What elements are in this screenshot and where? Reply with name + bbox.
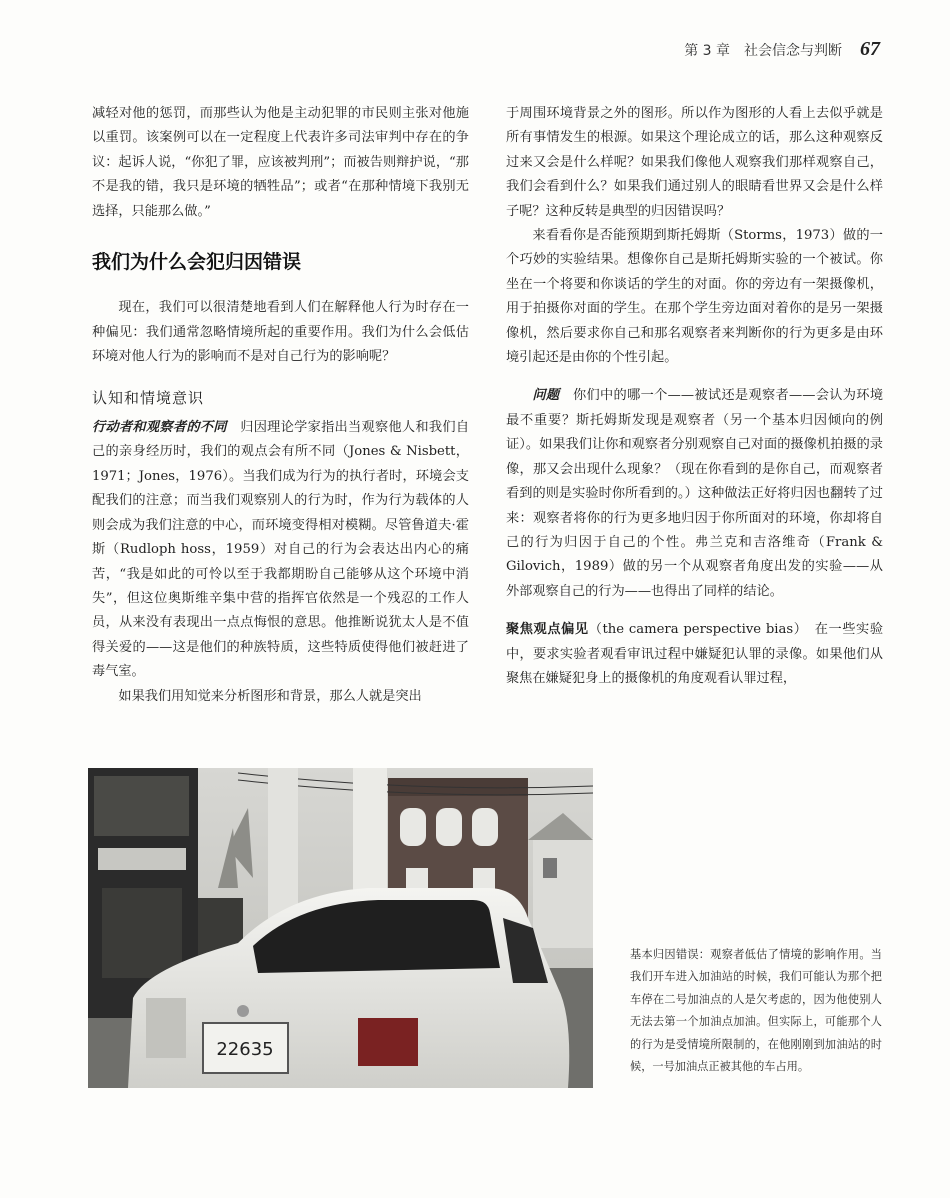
left-column (92, 102, 469, 709)
paragraph-actor-observer-text: 归因理论学家指出当观察他人和我们自己的亲身经历时，我们的观点会有所不同（Jones & Nisbett，1971；Jones，1976）。当我们成为行为的执行者时，环境会支配我们的注意；而当我们观察别人的行为时，作为行为载体的人则会成为我们注意的中心，而环境变得相对模糊。尽管鲁道夫·霍斯（Rudloph hoss，1959）对自己的行为会表达出内心的痛苦，“我是如此的可怜以至于我都期盼自己能够从这个环境中消失”，但这位奥斯维辛集中营的指挥官依然是一个残忍的工作人员，从来没有表现出一点点悔恨的意思。他推断说犹太人是不值得关爱的——这是他们的种族特质，这些特质使得他们被赶进了毒气室。 (92, 420, 470, 680)
question-label: 问题 (532, 388, 560, 404)
paragraph-camera-bias (506, 618, 883, 691)
section-heading: 我们为什么会犯归因错误 (92, 251, 302, 274)
right-column (506, 102, 883, 691)
paragraph-figure-ground: 如果我们用知觉来分析图形和背景，那么人就是突出 (118, 688, 422, 704)
paragraph-camera-bias-text: 在一些实验中，要求实验者观看审讯过程中嫌疑犯认罪的录像。如果他们从聚焦在嫌疑犯身上的摄像机的角度观看认罪过程， (506, 622, 884, 686)
figure-caption: 基本归因错误：观察者低估了情境的影响作用。当我们开车进入加油站的时候，我们可能认为那个把车停在二号加油点的人是欠考虑的，因为他使别人无法去第一个加油点加油。但实际上，可能那个人的行为是受情境所限制的，在他刚刚到加油站的时候，一号加油点正被其他的车占用。 (630, 948, 882, 1074)
paragraph-storms: 来看看你是否能预期到斯托姆斯（Storms，1973）做的一个巧妙的实验结果。想像你自己是斯托姆斯实验的一个被试。你坐在一个将要和你谈话的学生的对面。你的旁边有一架摄像机，用于拍摄你对面的学生。在那个学生旁边面对着你的是另一架摄像机，然后要求你自己和那名观察者来判断你的行为更多是由环境引起还是由你的个性引起。 (506, 228, 883, 366)
paragraph-actor-observer (92, 416, 469, 684)
subsection-heading: 认知和情境意识 (92, 388, 205, 407)
page-number: 67 (860, 38, 880, 60)
paragraph-question-text: 你们中的哪一个——被试还是观察者——会认为环境最不重要？斯托姆斯发现是观察者（另一个基本归因倾向的例证）。如果我们让你和观察者分别观察自己对面的摄像机拍摄的录像，那又会出现什么现象？（现在你看到的是你自己，而观察者看到的则是实验时你所看到的。）这种做法正好将归因也翻转了过来：观察者将你的行为更多地归因于你所面对的环境，你却将自己的行为归因于自己的个性。弗兰克和吉洛维奇（Frank & Gilovich，1989）做的另一个从观察者角度出发的实验——从外部观察自己的行为——也得出了同样的结论。 (506, 388, 884, 599)
paragraph-question (506, 384, 883, 604)
term-camera-bias: 聚焦观点偏见 (506, 622, 589, 638)
chapter-title: 第 3 章 社会信念与判断 (684, 43, 842, 59)
term-camera-bias-english: （the camera perspective bias） (588, 622, 801, 638)
gas-station-photo (88, 768, 593, 1088)
running-header (684, 38, 880, 61)
paragraph-continued: 减轻对他的惩罚，而那些认为他是主动犯罪的市民则主张对他施以重罚。该案例可以在一定程度上代表许多司法审判中存在的争议：起诉人说，“你犯了罪，应该被判刑”；而被告则辩护说，“那不是我的错，我只是环境的牺牲品”；或者“在那种情境下我别无选择，只能那么做。” (92, 106, 469, 219)
paragraph-intro: 现在，我们可以很清楚地看到人们在解释他人行为时存在一种偏见：我们通常忽略情境所起的重要作用。我们为什么会低估环境对他人行为的影响而不是对自己行为的影响呢？ (92, 300, 469, 365)
term-actor-observer: 行动者和观察者的不同 (92, 420, 227, 436)
paragraph-continued-right: 于周围环境背景之外的图形。所以作为图形的人看上去似乎就是所有事情发生的根源。如果这个理论成立的话，那么这种观察反过来又会是什么样呢？如果我们像他人观察我们那样观察自己，我们会看到什么？如果我们通过别人的眼睛看世界又会是什么样子呢？这种反转是典型的归因错误吗？ (506, 106, 883, 219)
license-plate: 22635 (216, 1039, 274, 1060)
gas-station-illustration (88, 768, 593, 1088)
